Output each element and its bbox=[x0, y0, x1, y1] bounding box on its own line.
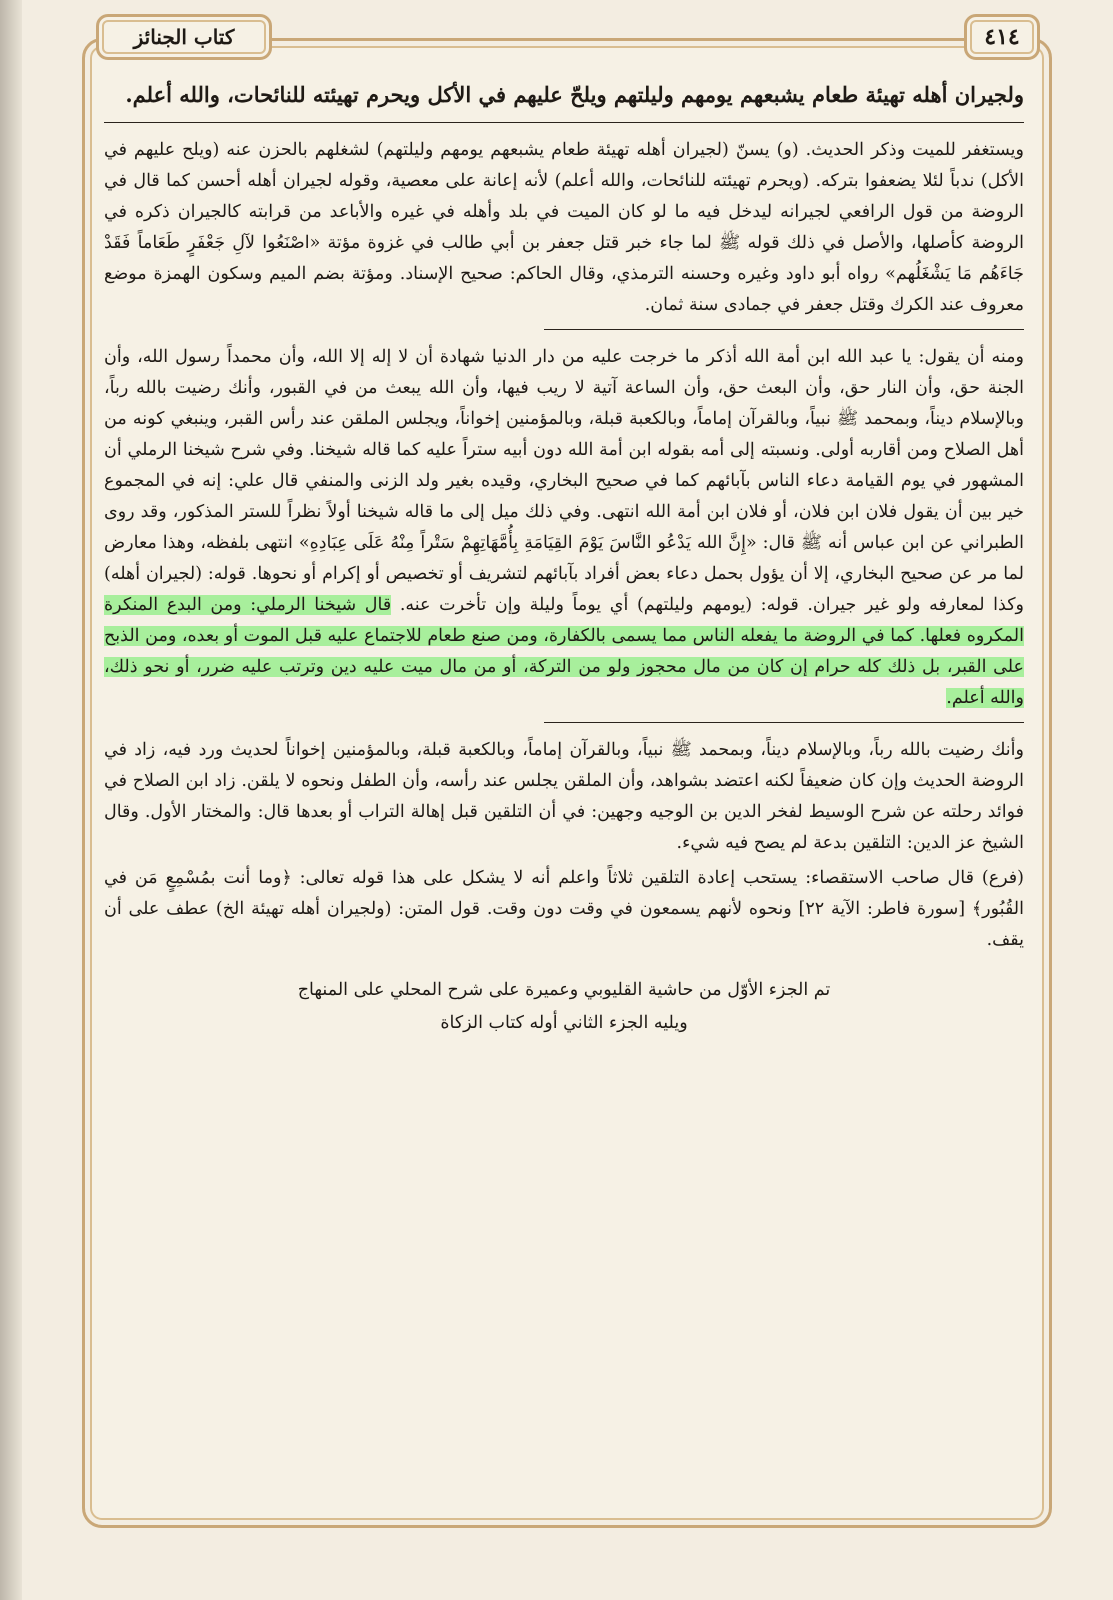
book-spine-shadow bbox=[0, 0, 22, 1600]
divider-short-2 bbox=[544, 722, 1024, 723]
volume-closing-note bbox=[104, 974, 1024, 1040]
matn-text: ولجيران أهله تهيئة طعام يشبعهم يومهم وليلتهم ويلحّ عليهم في الأكل ويحرم تهيئته للنائحات، والله أعلم. bbox=[125, 82, 1024, 107]
highlighted-text: قال شيخنا الرملي: ومن البدع المنكرة المكروه فعلها. كما في الروضة ما يفعله الناس مما يسمى بالكفارة، ومن صنع طعام للاجتماع عليه قبل الموت أو بعده، ومن الذبح على القبر، بل ذلك كله حرام إن كان من مال محجوز ولو من التركة، أو من مال ميت عليه دين وترتب عليه ضرر، أو نحو ذلك، والله أعلم. bbox=[104, 595, 1024, 708]
book-title: كتاب الجنائز bbox=[133, 25, 235, 49]
sharh-paragraph: ويستغفر للميت وذكر الحديث. (و) يسنّ (لجيران أهله تهيئة طعام يشبعهم يومهم وليلتهم) لشغلهم بالحزن عنه (ويلح عليهم في الأكل) ندباً لئلا يضعفوا بتركه. (ويحرم تهيئته للنائحات، والله أعلم) لأنه إعانة على معصية، وقوله لجيران أهله أحسن كما قال في الروضة من قول الرافعي لجيرانه ليدخل فيه ما لو كان الميت في بلد وأهله في غيره والأباعد من قرابته كالجيران ذكره في الروضة كأصلها، والأصل في ذلك قوله ﷺ لما جاء خبر قتل جعفر بن أبي طالب في غزوة مؤتة «اصْنَعُوا لآلِ جَعْفَرٍ طَعَاماً فَقَدْ جَاءَهُم مَا يَشْغَلُهم» رواه أبو داود وغيره وحسنه الترمذي، وقال الحاكم: صحيح الإسناد. ومؤتة بضم الميم وسكون الهمزة موضع معروف عند الكرك وقتل جعفر في جمادى سنة ثمان. bbox=[104, 140, 1024, 315]
closing-line-1: تم الجزء الأوّل من حاشية القليوبي وعميرة على شرح المحلي على المنهاج bbox=[297, 980, 831, 1000]
hashiya-text: ومنه أن يقول: يا عبد الله ابن أمة الله أذكر ما خرجت عليه من دار الدنيا شهادة أن لا إله إلا الله، وأن محمداً رسول الله، وأن الجنة حق، وأن النار حق، وأن البعث حق، وأن الساعة آتية لا ريب فيها، وأن الله يبعث من في القبور، وأنك رضيت بالله رباً، وبالإسلام ديناً، وبمحمد ﷺ نبياً، وبالقرآن إماماً، وبالكعبة قبلة، وبالمؤمنين إخواناً، ويجلس الملقن عند رأس القبر، وينبغي كونه من أهل الصلاح ومن أقاربه أولى. ونسبته إلى أمه بقوله ابن أمة الله دون أبيه ستراً عليه كما قاله شيخنا. وفي شرح شيخنا الرملي أن المشهور في يوم القيامة دعاء الناس بآبائهم كما في صحيح البخاري، وقيده بغير ولد الزنى والمنفي قال علي: إنه في المجموع خير بين أن يقول فلان ابن فلان، أو فلان ابن أمة الله انتهى. وفي ذلك ميل إلى ما قاله شيخنا أولاً نظراً للستر المذكور، وقد روى الطبراني عن ابن عباس أنه ﷺ قال: «إِنَّ الله يَدْعُو النَّاسَ يَوْمَ القِيَامَةِ بِأُمَّهَاتِهِمْ سَتْراً مِنْهُ عَلَى عِبَادِهِ» انتهى بلفظه، وهذا معارض لما مر عن صحيح البخاري، إلا أن يؤول بحمل دعاء بعض أفراد بآبائهم لتشريف أو تخصيص أو إكرام أو نحوها. قوله: (لجيران أهله) وكذا لمعارفه ولو غير جيران. قوله: (يومهم وليلتهم) أي يوماً وليلة وإن تأخرت عنه. bbox=[104, 347, 1024, 615]
hashiya-paragraph-1 bbox=[104, 342, 1024, 714]
page-number-tab bbox=[964, 14, 1040, 60]
closing-line-2: ويليه الجزء الثاني أوله كتاب الزكاة bbox=[440, 1013, 688, 1033]
divider-short bbox=[544, 329, 1024, 330]
hashiya-paragraph-2: وأنك رضيت بالله رباً، وبالإسلام ديناً، وبمحمد ﷺ نبياً، وبالقرآن إماماً، وبالكعبة قبلة، وبالمؤمنين إخواناً لحديث ورد فيه، زاد في الروضة الحديث وإن كان ضعيفاً لكنه اعتضد بشواهد، وأن الملقن يجلس عند رأسه، وأن الطفل ونحوه لا يلقن. زاد ابن الصلاح في فوائد رحلته عن شرح الوسيط لفخر الدين بن الوجيه وجهين: في أن التلقين قبل إهالة التراب أو بعدها قال: والمختار الأول. وقال الشيخ عز الدين: التلقين بدعة لم يصح فيه شيء. bbox=[104, 740, 1024, 853]
divider-full bbox=[104, 122, 1024, 123]
book-title-tab bbox=[96, 14, 272, 60]
hashiya-paragraph-3: (فرع) قال صاحب الاستقصاء: يستحب إعادة التلقين ثلاثاً واعلم أنه لا يشكل على هذا قوله تعالى: ﴿وما أنت بمُسْمِعٍ مَن في القُبُور﴾ [سورة فاطر: الآية ٢٢] ونحوه لأنهم يسمعون في وقت دون وقت. قول المتن: (ولجيران أهله تهيئة الخ) عطف على أن يقف. bbox=[104, 868, 1025, 950]
page-content bbox=[104, 70, 1024, 1040]
page-number: ٤١٤ bbox=[984, 24, 1020, 50]
